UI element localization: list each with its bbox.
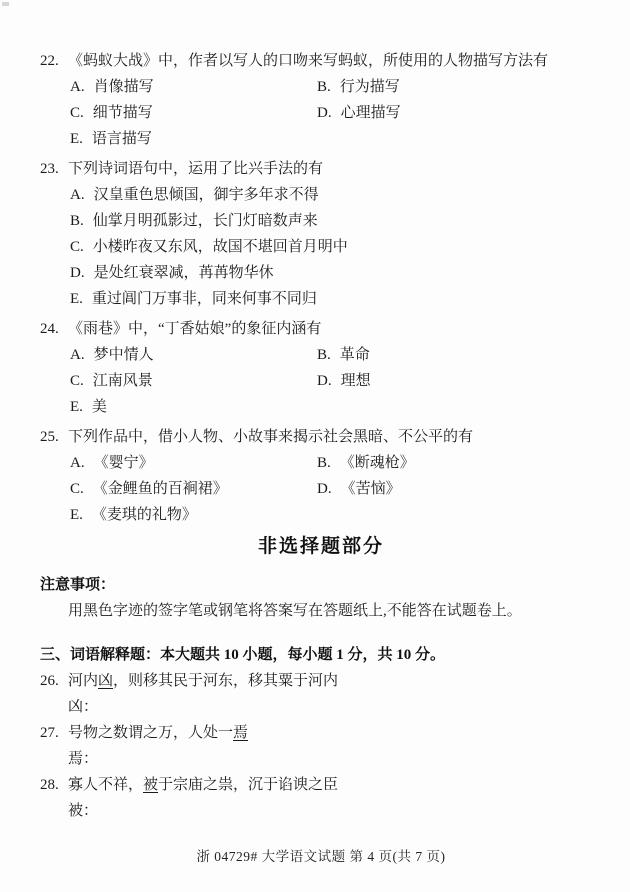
option-text: 语言描写 [91,131,152,147]
question-stem: 下列作品中，借小人物、小故事来揭示社会黑暗、不公平的有 [68,429,474,445]
gloss-sentence [68,772,602,798]
question-25 [40,424,602,528]
question-23 [40,156,602,312]
option-b [317,342,370,368]
option-c [70,234,348,260]
option-label: E. [70,507,83,523]
option-label: B. [317,79,331,95]
option-c [70,476,317,502]
option-a [70,182,319,208]
option-b [317,74,400,100]
question-number: 26. [40,673,59,689]
gloss-pre: 河内 [68,673,99,689]
gloss-item-27 [40,720,602,772]
question-stem-line [40,48,602,74]
option-text: 《婴宁》 [93,455,154,471]
option-text: 重过阊门万事非，同来何事不同归 [91,291,317,307]
option-row [70,126,602,152]
option-row [70,342,602,368]
option-label: B. [317,347,331,363]
gloss-post: ，则移其民于河东，移其粟于河内 [113,673,339,689]
gloss-sentence [68,720,602,746]
option-label: D. [317,373,332,389]
option-label: E. [70,399,83,415]
question-24 [40,316,602,420]
question-stem: 下列诗词语句中，运用了比兴手法的有 [68,161,324,177]
option-text: 美 [91,399,107,415]
gloss-sentence-line [40,720,602,746]
gloss-pre: 寡人不祥， [68,777,144,793]
option-b [70,208,318,234]
option-d [317,100,401,126]
gloss-sentence-line [40,772,602,798]
option-a [70,450,317,476]
question-stem-line [40,316,602,342]
gloss-sentence [68,668,602,694]
option-row [70,476,602,502]
option-text: 是处红衰翠减，苒苒物华休 [93,265,274,281]
option-text: 心理描写 [340,105,401,121]
option-text: 《麦琪的礼物》 [91,507,197,523]
page-footer: 浙 04729# 大学语文试题 第 4 页(共 7 页) [196,849,446,864]
option-row [70,394,602,420]
option-c [70,368,317,394]
option-text: 《金鲤鱼的百裥裙》 [92,481,228,497]
options [70,450,602,528]
option-text: 肖像描写 [93,79,154,95]
option-a [70,74,317,100]
option-row [70,234,602,260]
option-row [70,74,602,100]
question-number: 27. [40,725,59,741]
option-text: 汉皇重色思倾国，御宇多年求不得 [93,187,319,203]
question-number: 28. [40,777,59,793]
option-label: E. [70,291,83,307]
option-row [70,100,602,126]
option-label: C. [70,373,84,389]
option-text: 理想 [340,373,371,389]
option-text: 梦中情人 [93,347,154,363]
option-label: C. [70,105,84,121]
option-label: A. [70,347,85,363]
gloss-term: 被： [68,803,99,819]
section-heading: 非选择题部分 [257,536,384,557]
gloss-pre: 号物之数谓之万，人处一 [68,725,234,741]
option-e [70,394,317,420]
question-number: 25. [40,429,59,445]
option-label: B. [317,455,331,471]
option-text: 仙掌月明孤影过，长门灯暗数声来 [92,213,318,229]
notes-body: 用黑色字迹的签字笔或钢笔将答案写在答题纸上,不能答在试题卷上。 [68,603,522,619]
gloss-item-26 [40,668,602,720]
section3-heading: 三、词语解释题：本大题共 10 小题，每小题 1 分，共 10 分。 [40,647,446,663]
question-number: 22. [40,53,59,69]
question-stem: 《雨巷》中，“丁香姑娘”的象征内涵有 [68,321,322,337]
options [70,182,602,312]
question-stem-line [40,156,602,182]
option-d [70,260,274,286]
option-c [70,100,317,126]
option-label: A. [70,79,85,95]
gloss-underlined-word: 焉 [233,725,249,741]
option-label: C. [70,481,84,497]
option-row [70,286,602,312]
option-text: 行为描写 [339,79,400,95]
option-text: 《断魂枪》 [339,455,415,471]
option-text: 小楼昨夜又东风，故国不堪回首月明中 [92,239,348,255]
options [70,342,602,420]
gloss-underlined-word: 凶 [98,673,114,689]
notes-title: 注意事项： [40,577,116,593]
gloss-sentence-line [40,668,602,694]
option-label: D. [70,265,85,281]
question-number: 23. [40,161,59,177]
option-label: E. [70,131,83,147]
option-row [70,182,602,208]
option-d [317,476,401,502]
scan-artifact [2,2,9,6]
option-row [70,502,602,528]
option-row [70,208,602,234]
option-e [70,286,317,312]
option-label: B. [70,213,84,229]
gloss-post: 于宗庙之祟，沉于谄谀之臣 [158,777,339,793]
question-stem: 《蚂蚁大战》中，作者以写人的口吻来写蚂蚁，所使用的人物描写方法有 [68,53,549,69]
option-label: C. [70,239,84,255]
option-text: 革命 [339,347,370,363]
option-a [70,342,317,368]
option-label: A. [70,455,85,471]
option-row [70,368,602,394]
option-row [70,450,602,476]
option-text: 江南风景 [92,373,153,389]
option-e [70,502,317,528]
gloss-term: 焉： [68,751,99,767]
question-number: 24. [40,321,59,337]
option-label: D. [317,105,332,121]
option-b [317,450,415,476]
option-text: 《苦恼》 [340,481,401,497]
option-row [70,260,602,286]
gloss-term: 凶： [68,699,99,715]
option-d [317,368,371,394]
option-e [70,126,317,152]
gloss-item-28 [40,772,602,824]
option-label: D. [317,481,332,497]
option-text: 细节描写 [92,105,153,121]
option-label: A. [70,187,85,203]
question-stem-line [40,424,602,450]
options [70,74,602,152]
gloss-underlined-word: 被 [143,777,159,793]
question-22 [40,48,602,152]
